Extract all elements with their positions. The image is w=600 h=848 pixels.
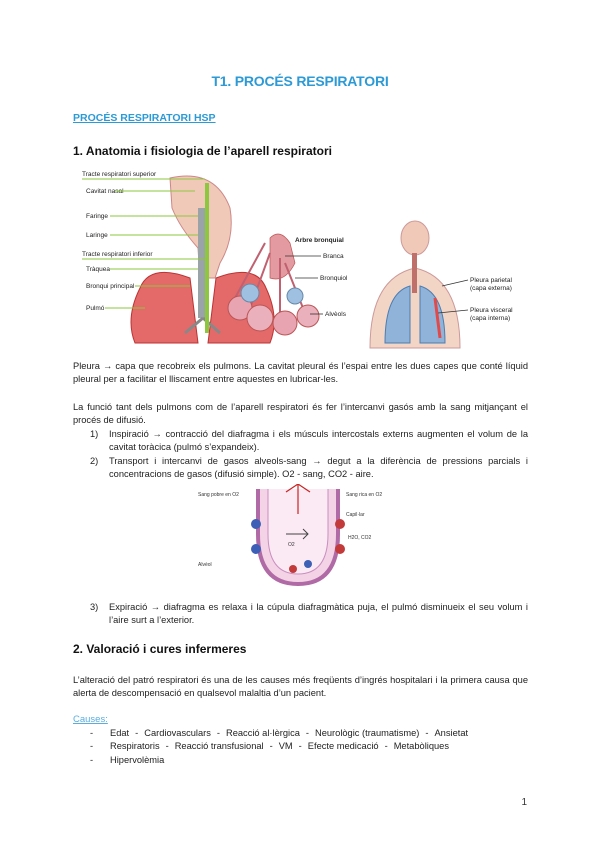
list-item (90, 428, 528, 455)
bronchial-tree-diagram (228, 234, 319, 335)
step-number: 2) (90, 455, 99, 466)
gas-exchange-figure (198, 484, 398, 594)
cause-item: Respiratoris (110, 741, 160, 752)
label-branch: Branca (323, 253, 344, 260)
label-rich-blood: Sang rica en O2 (346, 492, 383, 498)
label-alveoli: Alvèols (325, 311, 346, 318)
label-capillary: Capil·lar (346, 512, 365, 518)
label-alveolus: Alvèol (198, 562, 212, 568)
cause-item: Hipervolèmia (110, 754, 165, 765)
label-larynx: Laringe (86, 232, 108, 239)
list-item (90, 455, 528, 482)
label-visceral-note: (capa interna) (470, 315, 511, 322)
pleura-paragraph: Pleura → capa que recobreix els pulmons. La cavitat pleural és l’espai entre les dues capes que conté líquid pleural per a facilitar el lliscament entre aquestes en lubricar-les. (73, 361, 528, 385)
cause-item: Edat (110, 728, 130, 738)
section1-heading: 1. Anatomia i fisiologia de l’aparell respiratori (73, 144, 332, 158)
step-text: Expiració → diafragma es relaxa i la cúpula diafragmàtica puja, el pulmó disminueix el seu volum i l’aire surt a l’exterior. (109, 602, 528, 626)
cause-item: Reacció al·lèrgica (226, 728, 300, 738)
causes-list (90, 727, 530, 767)
label-bronchiole: Bronquiol (320, 275, 348, 282)
label-pharynx: Faringe (86, 213, 109, 220)
causes-line: - Respiratoris - Reacció transfusional - VM - Efecte medicació - Metabòliques (90, 740, 530, 753)
label-trachea: Tràquea (86, 266, 110, 273)
label-water-co2: H2O, CO2 (348, 535, 372, 541)
anatomy-figure (80, 168, 535, 350)
label-lung: Pulmó (86, 305, 105, 312)
cause-item: Ansietat (434, 728, 469, 738)
label-main-bronchus: Bronqui principal (86, 283, 135, 290)
step-text: Transport i intercanvi de gasos alveols-sang → degut a la diferència de pressions parcials i concentracions de gasos (difusió simple). O2 - sang, CO2 - aire. (109, 455, 528, 479)
section2-heading: 2. Valoració i cures infermeres (73, 642, 247, 656)
causes-line: - Edat - Cardiovasculars - Reacció al·lèrgica - Neurològic (traumatisme) - Ansietat (90, 727, 530, 740)
page-subtitle: PROCÉS RESPIRATORI HSP (73, 112, 216, 124)
step-text: Inspiració → contracció del diafragma i els músculs intercostals externs augmenten el volum de la cavitat toràcica (pulmó s’expandeix). (109, 429, 528, 453)
page-title: T1. PROCÉS RESPIRATORI (211, 73, 389, 89)
cause-item: Metabòliques (393, 741, 449, 752)
cause-item: Efecte medicació (307, 741, 379, 752)
cause-item: VM (278, 741, 293, 752)
cause-item: Cardiovasculars (144, 728, 211, 738)
step-number: 3) (90, 602, 99, 612)
causes-label: Causes: (73, 714, 108, 725)
label-visceral-pleura: Pleura visceral (470, 307, 513, 314)
function-paragraph: La funció tant dels pulmons com de l’aparell respiratori és fer l’intercanvi gasós amb la sang mitjançant el procés de difusió. (73, 402, 528, 426)
page-number: 1 (521, 797, 527, 808)
label-lower-tract: Tracte respiratori inferior (82, 251, 153, 258)
step-number: 1) (90, 429, 99, 439)
label-poor-blood: Sang pobre en O2 (198, 492, 239, 498)
cause-item: Reacció transfusional (174, 741, 264, 752)
label-nasal-cavity: Cavitat nasal (86, 188, 124, 195)
causes-line: - Hipervolèmia (90, 754, 530, 767)
list-item (90, 601, 528, 628)
process-steps-list (90, 428, 528, 481)
pleura-diagram (370, 221, 460, 348)
label-o2: O2 (288, 542, 295, 548)
label-upper-tract: Tracte respiratori superior (82, 171, 157, 178)
cause-item: Neurològic (traumatisme) (315, 728, 420, 738)
label-parietal-pleura: Pleura parietal (470, 277, 512, 284)
section2-intro: L’alteració del patró respiratori és una de les causes més freqüents d’ingrés hospitalari i la primera causa que alerta de descompensació en qualsevol malaltia d’un pacient. (73, 675, 528, 699)
label-parietal-note: (capa externa) (470, 285, 512, 292)
process-step-3 (90, 601, 528, 628)
label-bronchial-tree: Arbre bronquial (295, 237, 344, 244)
